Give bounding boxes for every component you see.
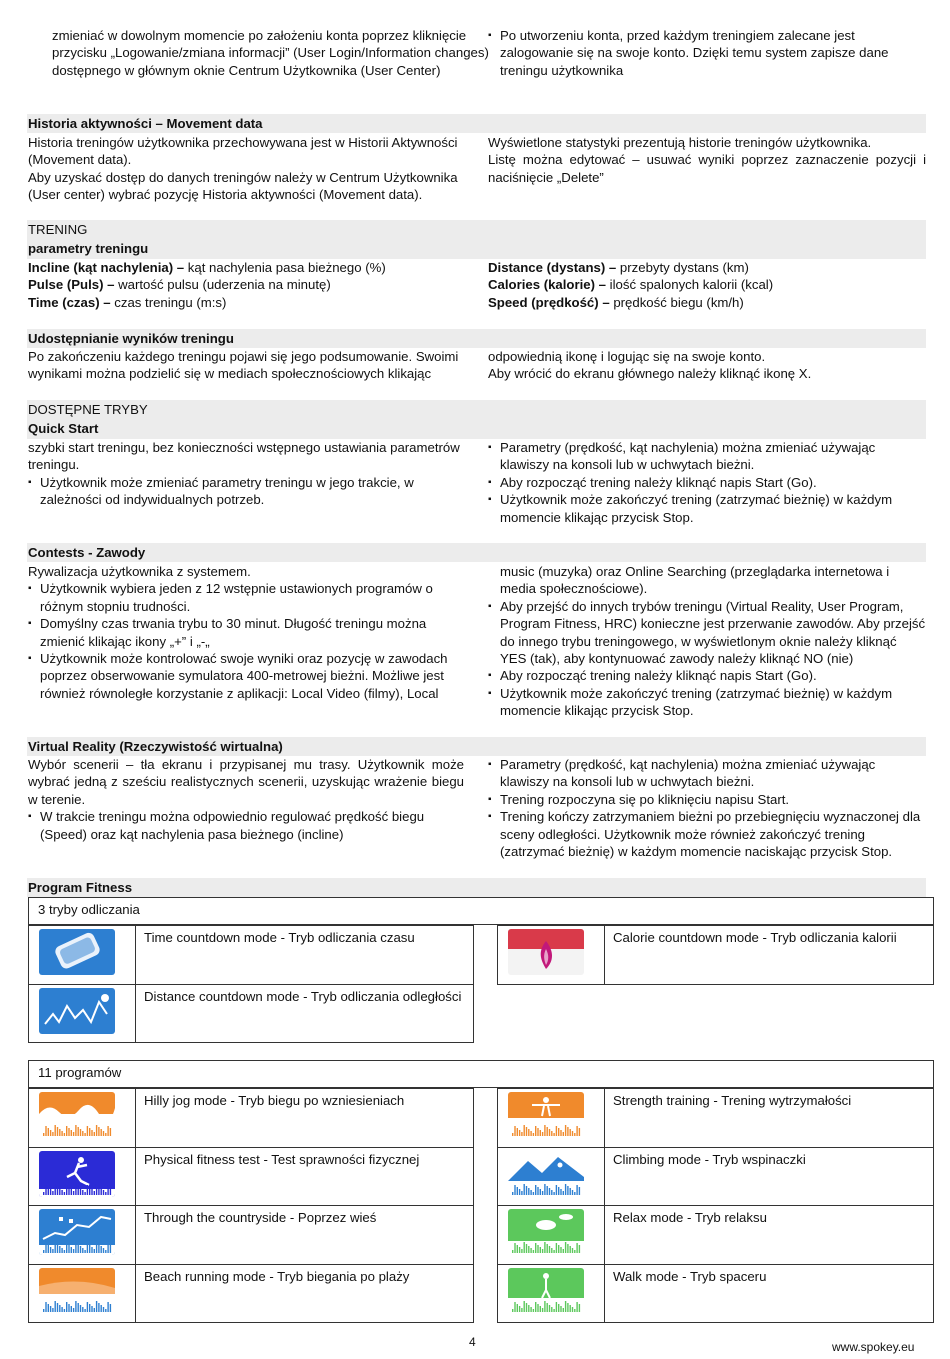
programs-header-row [28, 1060, 934, 1088]
modes-title: DOSTĘPNE TRYBY [28, 402, 148, 417]
section-header-program-fitness [27, 878, 926, 897]
page-number: 4 [469, 1335, 476, 1349]
quick-right-bullet: ▪ Aby rozpocząć trening należy kliknąć napis Start (Go). [488, 474, 926, 491]
program-label: Hilly jog mode - Tryb biegu po wzniesieniach [144, 1093, 405, 1108]
sharing-left [28, 348, 468, 383]
contests-left-text: Rywalizacja użytkownika z systemem. [28, 564, 251, 579]
section-header-vr [27, 737, 926, 756]
runner-icon [39, 1151, 115, 1197]
program-cell [28, 1264, 474, 1324]
intro-right-item: ▪ Po utworzeniu konta, przed każdym treningiem zalecane jest zalogowanie się na swoje konto. Dzięki temu system zapisze dane treningu użytkownika [488, 27, 926, 79]
intro-left-text: zmieniać w dowolnym momencie po założeniu konta poprzez kliknięcie przycisku „Logowanie/zmiana informacji” (User Login/Information changes) dostępnego w głównym oknie Centrum Użytkownika (User Center) [52, 28, 489, 78]
program-cell [497, 1088, 934, 1148]
param-distance: Distance (dystans) – przebyty dystans (km) [488, 260, 749, 275]
program-cell [28, 984, 474, 1044]
intro-right [488, 27, 926, 79]
program-label: Relax mode - Tryb relaksu [613, 1210, 767, 1225]
quick-left-bullet: ▪ Użytkownik może zmieniać parametry treningu w jego trakcie, w zależności od indywidualnych potrzeb. [28, 474, 468, 509]
program-label: Beach running mode - Tryb biegania po plaży [144, 1268, 410, 1284]
history-title: Historia aktywności – Movement data [28, 116, 263, 131]
history-left-p2: Aby uzyskać dostęp do danych treningów należy w Centrum Użytkownika (User center) wybrać pozycję Historia aktywności (Movement data). [28, 169, 458, 203]
icon-cell [29, 1148, 136, 1206]
vr-title: Virtual Reality (Rzeczywistość wirtualna) [28, 739, 283, 754]
history-right-p2: Listę można edytować – usuwać wyniki poprzez zaznaczenie pozycji i naciśnięcie „Delete” [488, 152, 926, 185]
contests-left-bullet: ▪ Domyślny czas trwania trybu to 30 minut. Długość treningu można zmienić klikając ikony „+” i „-„ [28, 615, 468, 650]
program-cell [28, 1147, 474, 1207]
vr-right-bullet: ▪ Parametry (prędkość, kąt nachylenia) można zmieniać używając klawiszy na konsoli lub w uchwytach bieżni. [488, 756, 926, 791]
program-label: Calorie countdown mode - Tryb odliczania kalorii [613, 930, 897, 945]
icon-cell [498, 1206, 605, 1264]
hills-icon [39, 1092, 115, 1138]
program-cell [28, 925, 474, 985]
program-label: Climbing mode - Tryb wspinaczki [613, 1151, 806, 1167]
program-cell [497, 1264, 934, 1324]
vr-left-bullet: ▪ W trakcie treningu można odpowiednio regulować prędkość biegu (Speed) oraz kąt nachylenia pasa bieżnego (incline) [28, 808, 464, 843]
icon-cell [498, 926, 605, 984]
sharing-left-text: Po zakończeniu każdego treningu pojawi się jego podsumowanie. Swoimi wynikami można podzielić się w mediach społecznościowych klikając [28, 349, 459, 382]
icon-cell [498, 1265, 605, 1323]
section-header-modes [27, 400, 926, 439]
quick-right-bullet: ▪ Użytkownik może zakończyć trening (zatrzymać bieżnię) w każdym momencie klikając przycisk Stop. [488, 491, 926, 526]
contests-right-bullet: ▪ Aby przejść do innych trybów treningu (Virtual Reality, User Program, Program Fitness, HRC) konieczne jest przerwanie zawodów. Aby przejść do innego trybu treningowego, w wyświetlonym oknie należy kliknąć YES (tak), aby kontynuować zawody należy kliknąć NO (nie) [488, 598, 926, 668]
contests-right [488, 563, 926, 720]
program-cell [497, 925, 934, 985]
beach-icon [39, 1268, 115, 1314]
param-pulse: Pulse (Puls) – wartość pulsu (uderzenia na minutę) [28, 277, 331, 293]
contests-left-bullet: ▪ Użytkownik wybiera jeden z 12 wstępnie ustawionych programów o różnym stopniu trudności. [28, 580, 468, 615]
weightlifter-icon [508, 1092, 584, 1138]
sharing-right [488, 348, 926, 383]
program-cell [28, 1088, 474, 1148]
vr-right [488, 756, 926, 860]
countdown-header: 3 tryby odliczania [38, 902, 140, 917]
history-left-p1: Historia treningów użytkownika przechowywana jest w Historii Aktywności (Movement data). [28, 135, 458, 168]
quick-start-title: Quick Start [28, 421, 99, 436]
program-label: Through the countryside - Poprzez wieś [144, 1210, 377, 1225]
walker-icon [508, 1268, 584, 1314]
icon-cell [498, 1148, 605, 1206]
vr-right-bullet: ▪ Trening kończy zatrzymaniem bieżni po przebiegnięciu wyznaczonej dla sceny odległości. Użytkownik może również zakończyć trening (zatrzymać bieżnię) w każdym momencie naciskając przycisk Stop. [488, 808, 926, 860]
section-header-training [27, 220, 926, 259]
history-right-p1: Wyświetlone statystyki prezentują historie treningów użytkownika. [488, 135, 872, 150]
program-fitness-title: Program Fitness [28, 880, 133, 895]
intro-left [28, 27, 496, 79]
contests-right-text: music (muzyka) oraz Online Searching (przeglądarka internetowa i media społecznościowe). [500, 564, 890, 597]
section-header-contests [27, 543, 926, 562]
program-cell [497, 1147, 934, 1207]
program-label: Walk mode - Tryb spaceru [613, 1268, 767, 1284]
history-left [28, 134, 468, 204]
countryside-icon [39, 1209, 115, 1255]
icon-cell [29, 985, 136, 1043]
training-params-right [488, 259, 926, 311]
param-time: Time (czas) – czas treningu (m:s) [28, 294, 227, 310]
cloud-icon [508, 1209, 584, 1255]
icon-cell [29, 1265, 136, 1323]
footer-site: www.spokey.eu [832, 1340, 915, 1354]
training-params-left [28, 259, 468, 311]
flame-icon [508, 929, 584, 975]
history-right [488, 134, 926, 186]
param-speed: Speed (prędkość) – prędkość biegu (km/h) [488, 294, 744, 310]
program-label: Physical fitness test - Test sprawności fizycznej [144, 1151, 420, 1167]
quick-right [488, 439, 926, 526]
contests-right-bullet: ▪ Aby rozpocząć trening należy kliknąć napis Start (Go). [488, 667, 926, 684]
contests-left-bullet: ▪ Użytkownik może kontrolować swoje wyniki oraz pozycję w zawodach poprzez obserwowanie symulatora 400-metrowej bieżni. Możliwe jest również równoległe korzystanie z aplikacji: Local Video (filmy), Local [28, 650, 468, 702]
icon-cell [29, 1089, 136, 1147]
sharing-title: Udostępnianie wyników treningu [28, 331, 234, 346]
program-cell [28, 1205, 474, 1265]
program-label: Distance countdown mode - Tryb odliczania odległości [144, 988, 462, 1004]
countdown-header-row [28, 897, 934, 925]
program-label: Time countdown mode - Tryb odliczania czasu [144, 930, 415, 945]
quick-left-text: szybki start treningu, bez konieczności wstępnego ustawiania parametrów treningu. [28, 440, 460, 473]
contests-right-bullet: ▪ Użytkownik może zakończyć trening (zatrzymać bieżnię) w każdym momencie klikając przycisk Stop. [488, 685, 926, 720]
training-subtitle: parametry treningu [28, 241, 149, 256]
section-header-sharing [27, 329, 926, 348]
param-calories: Calories (kalorie) – ilość spalonych kalorii (kcal) [488, 277, 774, 293]
program-label: Strength training - Trening wytrzymałości [613, 1093, 852, 1108]
icon-cell [29, 1206, 136, 1264]
quick-right-bullet: ▪ Parametry (prędkość, kąt nachylenia) można zmieniać używając klawiszy na konsoli lub w uchwytach bieżni. [488, 439, 926, 474]
program-cell [497, 1205, 934, 1265]
icon-cell [29, 926, 136, 984]
route-icon [39, 988, 115, 1034]
vr-left [28, 756, 464, 843]
vr-left-text: Wybór scenerii – tła ekranu i przypisanej mu trasy. Użytkownik może wybrać jedną z sześciu realistycznych scenerii, uzyskując wrażenie biegu w terenie. [28, 757, 464, 807]
sharing-right-p2: Aby wrócić do ekranu głównego należy kliknąć ikonę X. [488, 366, 812, 382]
contests-title: Contests - Zawody [28, 545, 146, 560]
param-incline: Incline (kąt nachylenia) – kąt nachylenia pasa bieżnego (%) [28, 260, 386, 275]
section-header-history [27, 114, 926, 133]
stopwatch-icon [39, 929, 115, 975]
mountain-icon [508, 1151, 584, 1197]
sharing-right-p1: odpowiednią ikonę i logując się na swoje konto. [488, 349, 766, 364]
quick-left [28, 439, 468, 509]
vr-right-bullet: ▪ Trening rozpoczyna się po kliknięciu napisu Start. [488, 791, 926, 808]
icon-cell [498, 1089, 605, 1147]
training-title: TRENING [28, 222, 88, 237]
contests-left [28, 563, 468, 702]
programs-header: 11 programów [38, 1065, 122, 1080]
